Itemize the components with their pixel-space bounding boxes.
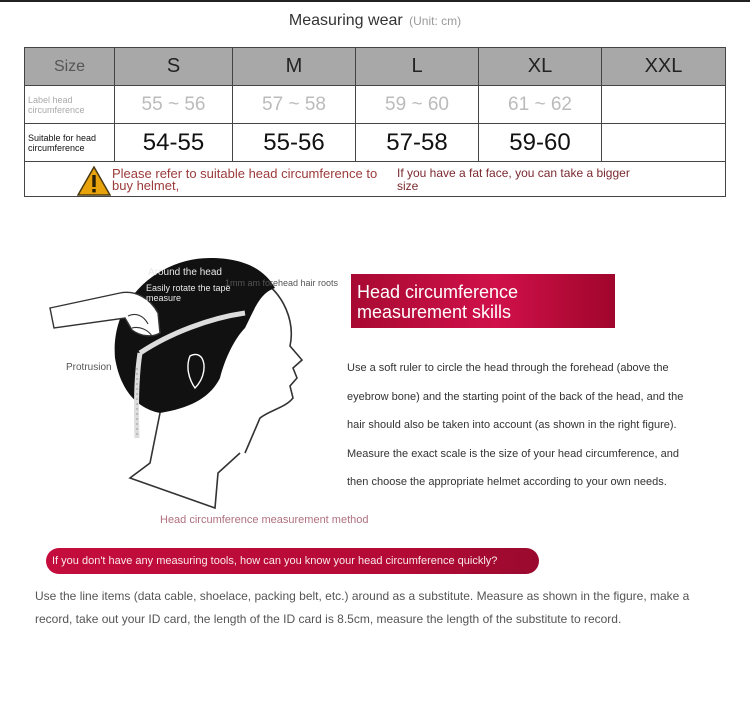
top-rule xyxy=(0,0,750,2)
note-row xyxy=(25,162,726,197)
head-measurement-figure xyxy=(40,238,360,518)
size-header-label: Size xyxy=(25,48,115,86)
label-value-xxl xyxy=(602,86,726,124)
label-value-l: 59 ~ 60 xyxy=(356,86,479,124)
page-title xyxy=(0,12,750,30)
fit-value-s: 54-55 xyxy=(115,124,233,162)
note-right-text: If you have a fat face, you can take a bigger size xyxy=(397,166,630,193)
label-value-s: 55 ~ 56 xyxy=(115,86,233,124)
size-l: L xyxy=(356,48,479,86)
rotate-tape-label: Easily rotate the tape measure xyxy=(146,283,231,303)
title-unit: (Unit: cm) xyxy=(409,14,462,28)
around-head-label: Around the head xyxy=(148,267,222,278)
note-left-text: Please refer to suitable head circumference to buy helmet, xyxy=(112,166,378,193)
size-m: M xyxy=(233,48,356,86)
figure-caption: Head circumference measurement method xyxy=(160,514,369,526)
instruction-line: Use a soft ruler to circle the head through the forehead (above the xyxy=(347,362,669,374)
title-main: Measuring wear xyxy=(288,12,403,29)
warning-triangle-icon xyxy=(77,166,111,196)
skills-heading: Head circumference measurement skills xyxy=(351,274,615,328)
fit-value-l: 57-58 xyxy=(356,124,479,162)
fit-value-xxl xyxy=(602,124,726,162)
fit-value-m: 55-56 xyxy=(233,124,356,162)
size-s: S xyxy=(115,48,233,86)
size-xxl: XXL xyxy=(602,48,726,86)
suitable-circumference-row xyxy=(25,124,726,162)
label-circumference-row xyxy=(25,86,726,124)
tools-question-banner: If you don't have any measuring tools, how can you know your head circumference quickly? xyxy=(46,548,539,574)
fit-value-xl: 59-60 xyxy=(479,124,602,162)
fit-row-label: Suitable for head circumference xyxy=(25,124,115,162)
instruction-line: eyebrow bone) and the starting point of the back of the head, and the xyxy=(347,390,684,403)
note-cell xyxy=(25,162,726,197)
hairline-label: 1mm am forehead hair roots xyxy=(225,278,339,288)
tip-line: record, take out your ID card, the length of the ID card is 8.5cm, measure the length of the substitute to record. xyxy=(35,612,622,626)
size-xl: XL xyxy=(479,48,602,86)
skills-instructions xyxy=(347,354,707,497)
label-value-xl: 61 ~ 62 xyxy=(479,86,602,124)
protrusion-label: Protrusion xyxy=(66,362,112,373)
size-table xyxy=(24,47,726,197)
label-row-label: Label head circumference xyxy=(25,86,115,124)
instruction-line: hair should also be taken into account (as shown in the right figure). xyxy=(347,419,677,431)
tip-line: Use the line items (data cable, shoelace, packing belt, etc.) around as a substitute. Measure as shown in the figure, make a xyxy=(35,589,690,603)
instruction-line: then choose the appropriate helmet according to your own needs. xyxy=(347,476,667,488)
instruction-line: Measure the exact scale is the size of your head circumference, and xyxy=(347,447,680,460)
tools-tip-text xyxy=(35,585,715,631)
label-value-m: 57 ~ 58 xyxy=(233,86,356,124)
size-header-row xyxy=(25,48,726,86)
